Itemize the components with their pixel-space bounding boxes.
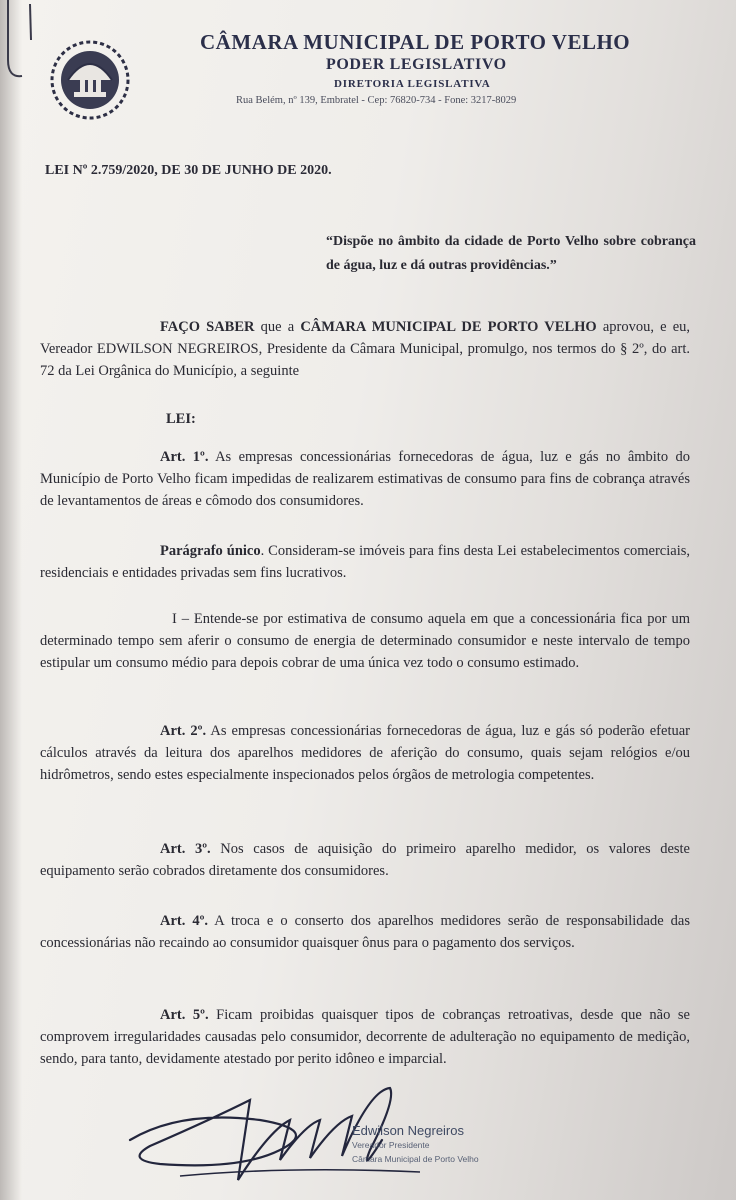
article-1 (40, 446, 690, 512)
article-3-label: Art. 3º. (160, 841, 211, 857)
article-2 (40, 720, 690, 786)
preamble-rest: aprovou, e eu, Vereador EDWILSON NEGREIROS, Presidente da Câmara Municipal, promulgo, nos termos do § 2º, do art. 72 da Lei Orgânica do Município, a seguinte (40, 319, 691, 379)
preamble-paragraph (40, 316, 690, 382)
article-3 (40, 838, 690, 882)
article-1-text: As empresas concessionárias fornecedoras de água, luz e gás no âmbito do Município de Porto Velho ficam impedidas de realizarem estimativas de consumo para fins de cobrança através de levantamentos de áreas e cômodo dos consumidores. (40, 449, 691, 509)
law-title: LEI Nº 2.759/2020, DE 30 DE JUNHO DE 2020. (45, 163, 332, 178)
council-subtitle: PODER LEGISLATIVO (326, 56, 507, 73)
article-3-text: Nos casos de aquisição do primeiro aparelho medidor, os valores deste equipamento serão cobrados diretamente dos consumidores. (40, 841, 690, 879)
sole-paragraph (40, 540, 690, 584)
article-4 (40, 910, 690, 954)
item-i-label: I – (172, 611, 189, 627)
stamp-role: Vereador Presidente (352, 1140, 430, 1150)
preamble-mid: que a (254, 319, 301, 335)
article-5-text: Ficam proibidas quaisquer tipos de cobranças retroativas, desde que não se comprovem irregularidades causadas pelo consumidor, decorrente de adulteração no equipamento de medição, sendo, para tanto, devidamente atestado por perito idôneo e imparcial. (40, 1007, 690, 1067)
article-5 (40, 1004, 690, 1070)
article-4-label: Art. 4º. (160, 913, 209, 929)
stamp-name: Edwilson Negreiros (352, 1123, 464, 1138)
item-i-text: Entende-se por estimativa de consumo aquela em que a concessionária fica por um determinado tempo sem aferir o consumo de energia de determinado consumidor e neste intervalo de tempo estipular um consumo médio para depois cobrar de uma única vez todo o consumo estimado. (40, 611, 690, 671)
preamble-lead: FAÇO SABER (160, 319, 255, 335)
council-address: Rua Belém, nº 139, Embratel - Cep: 76820-734 - Fone: 3217-8029 (236, 95, 517, 106)
article-2-label: Art. 2º. (160, 723, 207, 739)
item-i (40, 608, 690, 674)
council-title: CÂMARA MUNICIPAL DE PORTO VELHO (200, 30, 631, 54)
municipal-seal-icon (46, 34, 134, 122)
article-2-text: As empresas concessionárias fornecedoras de água, luz e gás só poderão efetuar cálculos através da leitura dos aparelhos medidores de aferição do consumo, quais sejam relógios e/ou hidrômetros, sendo estes especialmente inspecionados pelos órgãos de metrologia competentes. (40, 723, 690, 783)
article-5-label: Art. 5º. (160, 1007, 209, 1023)
department-name: DIRETORIA LEGISLATIVA (334, 78, 491, 90)
stamp-institution: Câmara Municipal de Porto Velho (352, 1154, 479, 1164)
sole-paragraph-text: . Consideram-se imóveis para fins desta Lei estabelecimentos comerciais, residenciais e entidades privadas sem fins lucrativos. (40, 543, 690, 581)
page-edge-shadow (0, 0, 22, 1200)
article-1-label: Art. 1º. (160, 449, 209, 465)
law-ementa: “Dispõe no âmbito da cidade de Porto Velho sobre cobrança de água, luz e dá outras providências.” (326, 234, 696, 273)
sole-paragraph-label: Parágrafo único (160, 543, 261, 559)
preamble-council: CÂMARA MUNICIPAL DE PORTO VELHO (300, 319, 597, 335)
signature-stamp (352, 1124, 479, 1166)
lei-label: LEI: (166, 411, 196, 427)
article-4-text: A troca e o conserto dos aparelhos medidores serão de responsabilidade das concessionárias não recaindo ao consumidor quaisquer ônus para o pagamento dos serviços. (40, 913, 690, 951)
letterhead (0, 0, 736, 120)
